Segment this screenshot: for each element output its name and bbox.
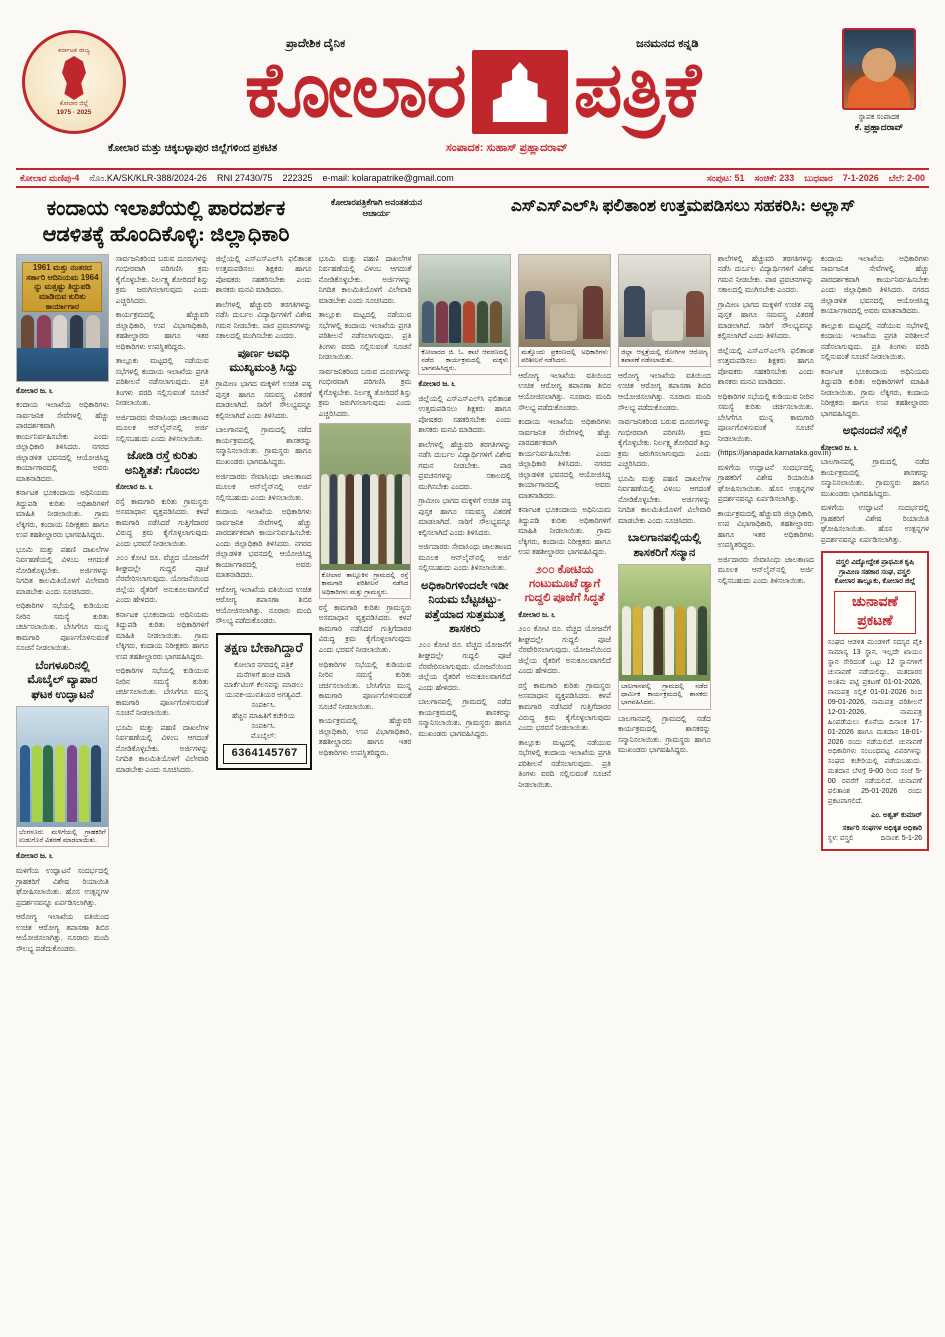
figure [422, 301, 434, 343]
body-paragraph: ರಸ್ತೆ ಕಾಮಗಾರಿ ಕುರಿತು ಗ್ರಾಮಸ್ಥರು ಅಸಮಾಧಾನ ವ್ಯಕ್ತಪಡಿಸಿದರು. ಕಳಪೆ ಕಾಮಗಾರಿ ನಡೆಸಿದರೆ ಗುತ್ತಿಗೆದಾರರ ವಿರುದ್ಧ ಕ್ರಮ ಕೈಗೊಳ್ಳಲಾಗುವುದು ಎಂದು ಭರವಸೆ ನೀಡಲಾಯಿತು. [318, 602, 412, 654]
body-paragraph: ಕರ್ನಾಟಕ ಭೂಕಂದಾಯ ಅಧಿನಿಯಮ ತಿದ್ದುಪಡಿ ಕುರಿತು ಅಧಿಕಾರಿಗಳಿಗೆ ಮಾಹಿತಿ ನೀಡಲಾಯಿತು. ಗ್ರಾಮ ಲೆಕ್ಕಿಗರು, ಕಂದಾಯ ನಿರೀಕ್ಷಕರು ಹಾಗೂ ಉಪ ತಹಶೀಲ್ದಾರರು ಭಾಗವಹಿಸಿದ್ದರು. [115, 609, 209, 661]
issue-number: ಸಂಚಿಕೆ: 233 [754, 172, 795, 183]
body-paragraph: ಆರೋಗ್ಯ ಇಲಾಖೆಯ ವತಿಯಿಂದ ಉಚಿತ ಆರೋಗ್ಯ ತಪಾಸಣಾ ಶಿಬಿರ ಆಯೋಜಿಸಲಾಗಿತ್ತು. ನೂರಾರು ಮಂದಿ ಸೌಲಭ್ಯ ಪಡೆದುಕೊಂಡರು. [16, 912, 109, 953]
photo-store [16, 706, 109, 847]
phone-number: 222325 [282, 173, 313, 183]
column-1 [16, 254, 109, 959]
dateline: ಕೋಲಾರ ಜ. ೬ [418, 379, 456, 389]
body-paragraph: ಕಾರ್ಯಕ್ರಮದಲ್ಲಿ ಹೆಚ್ಚುವರಿ ಜಿಲ್ಲಾಧಿಕಾರಿ, ಉಪ ವಿಭಾಗಾಧಿಕಾರಿ, ತಹಶೀಲ್ದಾರರು ಹಾಗೂ ಇತರ ಅಧಿಕಾರಿಗಳು ಉಪಸ್ಥಿತರಿದ್ದರು. [717, 508, 814, 550]
logo-ring-top-text: ಕರ್ನಾಟಕ ರಾಜ್ಯ [58, 48, 90, 54]
masthead-title-right: ಪತ್ರಿಕೆ [573, 49, 701, 134]
figure [686, 291, 704, 337]
photo-room-caption: ಮತ್ತೊಂದು ಪ್ರಕರಣದಲ್ಲಿ ಅಧಿಕಾರಿಗಳು ಪರಿಶೀಲನೆ ನಡೆಸಿದರು. [519, 347, 610, 366]
figure [354, 474, 362, 565]
masthead-title-left: ಕೋಲಾರ [244, 49, 466, 134]
figure [654, 606, 663, 676]
masthead-emblem-box [472, 50, 568, 134]
photo-group-big-image [320, 424, 411, 570]
body-paragraph: ಬಾಲಗಾನಪಲ್ಲಿ ಗ್ರಾಮದಲ್ಲಿ ನಡೆದ ಕಾರ್ಯಕ್ರಮದಲ್ಲಿ ಶಾಸಕರನ್ನು ಸನ್ಮಾನಿಸಲಾಯಿತು. ಗ್ರಾಮಸ್ಥರು ಹಾಗೂ ಮುಖಂಡರು ಭಾಗವಹಿಸಿದ್ದರು. [820, 457, 930, 498]
figure [37, 315, 51, 348]
column-3 [216, 254, 312, 959]
body-paragraph: ಸಾರ್ವಜನಿಕರಿಂದ ಬರುವ ದೂರುಗಳನ್ನು ಗಂಭೀರವಾಗಿ ಪರಿಗಣಿಸಿ ಕ್ರಮ ಕೈಗೊಳ್ಳಬೇಕು. ನಿರ್ಲಕ್ಷ್ಯ ತೋರಿದರೆ ಶಿಸ್ತು ಕ್ರಮ ಜರುಗಿಸಲಾಗುವುದು ಎಂದು ಎಚ್ಚರಿಸಿದರು. [115, 253, 209, 305]
figure [70, 315, 84, 348]
body-paragraph: ಕಂದಾಯ ಇಲಾಖೆಯ ಅಧಿಕಾರಿಗಳು ಸಾರ್ವಜನಿಕ ಸೇವೆಗಳಲ್ಲಿ ಹೆಚ್ಚು ಪಾರದರ್ಶಕವಾಗಿ ಕಾರ್ಯನಿರ್ವಹಿಸಬೇಕು ಎಂದು ಜಿಲ್ಲಾಧಿಕಾರಿ ತಿಳಿಸಿದರು. ನಗರದ ಜಿಲ್ಲಾಡಳಿತ ಭವನದಲ್ಲಿ ಆಯೋಜಿಸಿದ್ದ ಕಾರ್ಯಾಗಾರದಲ್ಲಿ ಅವರು ಮಾತನಾಡಿದರು. [215, 507, 312, 580]
photo-meeting [16, 254, 109, 382]
body-paragraph: ೨೦೦ ಕೋಟಿ ರೂ. ವೆಚ್ಚದ ಯೋಜನೆಗೆ ಶೀಘ್ರದಲ್ಲೇ ಗುದ್ದಲಿ ಪೂಜೆ ನೆರವೇರಿಸಲಾಗುವುದು. ಯೋಜನೆಯಿಂದ ಜಿಲ್ಲೆಯ ರೈತರಿಗೆ ಅನುಕೂಲವಾಗಲಿದೆ ಎಂದು ಹೇಳಿದರು. [418, 640, 512, 692]
founder-editor-role: ಸ್ಥಾಪಕ ಸಂಪಾದಕ [858, 112, 900, 121]
subhead-store: ಬೆಂಗಳೂರಿನಲ್ಲಿ ಮೊಬೈಲ್ ವ್ಯಾಪಾರ ಘಟಕ ಉದ್ಘಾಟನೆ [27, 659, 98, 701]
lead-headline-block [16, 195, 316, 248]
logo-years: 1975 · 2025 [56, 109, 92, 116]
figure [53, 315, 67, 348]
notice-sign-name: ಎಂ. ಅಶ್ವತ್ ಕುಮಾರ್ [871, 809, 923, 819]
subhead-officials: ಅಧಿಕಾರಿಗಳಿಂದಲೇ ಇಡೀ ನಿಯಮ ಬೆಟ್ಟಚಟ್ಟು-ಪತ್ತೆಯಾದ ಸುತ್ತಮುತ್ತ ಶಾಸಕರು [421, 579, 509, 636]
body-paragraph: ೨೦೦ ಕೋಟಿ ರೂ. ವೆಚ್ಚದ ಯೋಜನೆಗೆ ಶೀಘ್ರದಲ್ಲೇ ಗುದ್ದಲಿ ಪೂಜೆ ನೆರವೇರಿಸಲಾಗುವುದು. ಯೋಜನೆಯಿಂದ ಜಿಲ್ಲೆಯ ರೈತರಿಗೆ ಅನುಕೂಲವಾಗಲಿದೆ ಎಂದು ಹೇಳಿದರು. [115, 553, 209, 605]
cover-price: ಬೆಲೆ: 2-00 [888, 172, 925, 183]
body-paragraph: ಸಾರ್ವಜನಿಕರಿಂದ ಬರುವ ದೂರುಗಳನ್ನು ಗಂಭೀರವಾಗಿ ಪರಿಗಣಿಸಿ ಕ್ರಮ ಕೈಗೊಳ್ಳಬೇಕು. ನಿರ್ಲಕ್ಷ್ಯ ತೋರಿದರೆ ಶಿಸ್ತು ಕ್ರಮ ಜರುಗಿಸಲಾಗುವುದು ಎಂದು ಎಚ್ಚರಿಸಿದರು. [318, 366, 412, 418]
body-paragraph: ಮಳಿಗೆಯ ಉದ್ಘಾಟನೆ ಸಂದರ್ಭದಲ್ಲಿ ಗ್ರಾಹಕರಿಗೆ ವಿಶೇಷ ರಿಯಾಯಿತಿ ಘೋಷಿಸಲಾಯಿತು. ಹೊಸ ಉತ್ಪನ್ನಗಳ ಪ್ರದರ್ಶನವನ್ನೂ ಏರ್ಪಡಿಸಲಾಗಿತ್ತು. [820, 503, 930, 544]
body-paragraph: ಮಳಿಗೆಯ ಉದ್ಘಾಟನೆ ಸಂದರ್ಭದಲ್ಲಿ ಗ್ರಾಹಕರಿಗೆ ವಿಶೇಷ ರಿಯಾಯಿತಿ ಘೋಷಿಸಲಾಯಿತು. ಹೊಸ ಉತ್ಪನ್ನಗಳ ಪ್ರದರ್ಶನವನ್ನೂ ಏರ್ಪಡಿಸಲಾಗಿತ್ತು. [717, 462, 814, 504]
body-paragraph: ಅಧಿಕಾರಿಗಳ ಸಭೆಯಲ್ಲಿ ಕುಡಿಯುವ ನೀರಿನ ಸಮಸ್ಯೆ ಕುರಿತು ಚರ್ಚಿಸಲಾಯಿತು. ಬೇಸಿಗೆಗೂ ಮುನ್ನ ಕಾಮಗಾರಿ ಪೂರ್ಣಗೊಳಿಸುವಂತೆ ಸೂಚನೆ ನೀಡಲಾಯಿತು. [318, 659, 412, 711]
notice-date: ದಿನಾಂಕ: 5-1-26 [880, 835, 923, 843]
dateline: ಕೋಲಾರ ಜ. ೬ [115, 482, 153, 492]
figure [633, 606, 642, 676]
column-5 [418, 254, 511, 959]
figure [665, 606, 674, 676]
temple-gopura-icon [488, 62, 552, 122]
logo-emblem-icon [54, 56, 94, 100]
figure [79, 745, 89, 822]
notice-place: ಸ್ಥಳ: ವಸ್ತ್ರಲಿ [827, 835, 854, 843]
notice-sign-role: ಸರ್ಕಾರಿ ಸಂಘಗಳ ಅಧಿಕೃತ ಅಧಿಕಾರಿ [842, 822, 923, 832]
editor-credit: ಸಂಪಾದಕ: ಸುಹಾಸ್ ಪ್ರಹ್ಲಾದರಾವ್ [446, 142, 568, 154]
body-paragraph: ಜಿಲ್ಲೆಯಲ್ಲಿ ಎಸ್ಎಸ್ಎಲ್‌ಸಿ ಫಲಿತಾಂಶ ಉತ್ತಮಪಡಿಸಲು ಶಿಕ್ಷಕರು ಹಾಗೂ ಪೋಷಕರು ಸಹಕರಿಸಬೇಕು ಎಂದು ಶಾಸಕರು ಮನವಿ ಮಾಡಿದರು. [215, 253, 312, 295]
figure [624, 286, 646, 338]
website-link[interactable]: (https://janapada.karnataka.gov.in) [717, 448, 832, 458]
photo-kids [418, 254, 511, 376]
email-address: e-mail: kolarapatrike@gmail.com [322, 173, 454, 183]
photo-meeting-image [17, 255, 108, 381]
body-paragraph: ಕರ್ನಾಟಕ ಭೂಕಂದಾಯ ಅಧಿನಿಯಮ ತಿದ್ದುಪಡಿ ಕುರಿತು ಅಧಿಕಾರಿಗಳಿಗೆ ಮಾಹಿತಿ ನೀಡಲಾಯಿತು. ಗ್ರಾಮ ಲೆಕ್ಕಿಗರು, ಕಂದಾಯ ನಿರೀಕ್ಷಕರು ಹಾಗೂ ಉಪ ತಹಶೀಲ್ದಾರರು ಭಾಗವಹಿಸಿದ್ದರು. [16, 488, 109, 540]
column-4 [319, 254, 412, 959]
figure [490, 301, 502, 343]
subhead-road: ಜೋಡಿ ರಸ್ತೆ ಕುರಿತು ಅನಿಶ್ಚಿತತೆ: ಗೊಂದಲ [124, 450, 200, 477]
photo-group-big [319, 423, 412, 599]
volume-number: ಸಂಪುಟ: 51 [707, 172, 745, 183]
headline-row [16, 195, 929, 248]
body-paragraph: ೨೦೦ ಕೋಟಿ ರೂ. ವೆಚ್ಚದ ಯೋಜನೆಗೆ ಶೀಘ್ರದಲ್ಲೇ ಗುದ್ದಲಿ ಪೂಜೆ ನೆರವೇರಿಸಲಾಗುವುದು. ಯೋಜನೆಯಿಂದ ಜಿಲ್ಲೆಯ ರೈತರಿಗೆ ಅನುಕೂಲವಾಗಲಿದೆ ಎಂದು ಹೇಳಿದರು. [518, 624, 611, 676]
figure [550, 304, 577, 341]
body-paragraph: ಭೂಮಿ ಮತ್ತು ಪಹಣಿ ದಾಖಲೆಗಳ ನಿರ್ವಹಣೆಯಲ್ಲಿ ವಿಳಂಬ ಆಗದಂತೆ ನೋಡಿಕೊಳ್ಳಬೇಕು. ಅರ್ಜಿಗಳನ್ನು ನಿಗದಿತ ಕಾಲಮಿತಿಯೊಳಗೆ ವಿಲೇವಾರಿ ಮಾಡಬೇಕು ಎಂದು ಸೂಚಿಸಿದರು. [115, 722, 209, 774]
column-7 [618, 254, 711, 959]
figure [43, 745, 53, 822]
photo-meeting-banner-text: 1961 ಮತ್ತು ನಂತರದ ಸರ್ಕಾರಿ ಆದಿನಿಯಮ 1964 ನ್ನು ಮತ್ತಷ್ಟು ತಿದ್ದುಪಡಿ ಮಾಡಿರುವ ಕುರಿತು ಕಾರ್ಯಾಗಾರ [22, 262, 102, 312]
figure [525, 291, 545, 339]
body-paragraph: ಕಾರ್ಯಕ್ರಮದಲ್ಲಿ ಹೆಚ್ಚುವರಿ ಜಿಲ್ಲಾಧಿಕಾರಿ, ಉಪ ವಿಭಾಗಾಧಿಕಾರಿ, ತಹಶೀಲ್ದಾರರು ಹಾಗೂ ಇತರ ಅಧಿಕಾರಿಗಳು ಉಪಸ್ಥಿತರಿದ್ದರು. [115, 310, 209, 351]
dateline: ಕೋಲಾರ ಜ. ೬ [518, 609, 556, 619]
subhead-felicitation: ಬಾಲಗಾನಪಲ್ಲಿಯಲ್ಲಿ ಶಾಸಕರಿಗೆ ಸನ್ಮಾನ [627, 532, 701, 559]
body-paragraph: ಕಂದಾಯ ಇಲಾಖೆಯ ಅಧಿಕಾರಿಗಳು ಸಾರ್ವಜನಿಕ ಸೇವೆಗಳಲ್ಲಿ ಹೆಚ್ಚು ಪಾರದರ್ಶಕವಾಗಿ ಕಾರ್ಯನಿರ್ವಹಿಸಬೇಕು ಎಂದು ಜಿಲ್ಲಾಧಿಕಾರಿ ತಿಳಿಸಿದರು. ನಗರದ ಜಿಲ್ಲಾಡಳಿತ ಭವನದಲ್ಲಿ ಆಯೋಜಿಸಿದ್ದ ಕಾರ್ಯಾಗಾರದಲ್ಲಿ ಅವರು ಮಾತನಾಡಿದರು. [820, 253, 930, 316]
figure [387, 474, 395, 565]
lead-headline: ಕಂದಾಯ ಇಲಾಖೆಯಲ್ಲಿ ಪಾರದರ್ಶಕ ಆಡಳಿತಕ್ಕೆ ಹೊಂದಿಕೊಳ್ಳಿ: ಜಿಲ್ಲಾಧಿಕಾರಿ [42, 196, 290, 247]
notice-header-line1: ವಸ್ತ್ರಲಿ ವಿದ್ಯೋದ್ದೇಶ ಪ್ರಾಥಮಿಕ ಕೃಷಿ [835, 559, 914, 567]
figure [449, 301, 461, 343]
photo-hospital [618, 254, 711, 367]
dateline: ಕೋಲಾರ ಜ. ೬ [16, 385, 54, 395]
ad-wanted-title: ತಕ್ಷಣ ಬೇಕಾಗಿದ್ದಾರೆ [224, 639, 303, 655]
rni-number: RNI 27430/75 [216, 173, 273, 183]
photo-store-image [17, 707, 108, 827]
body-paragraph: ಗ್ರಾಮೀಣ ಭಾಗದ ಮಕ್ಕಳಿಗೆ ಉಚಿತ ಪಠ್ಯ ಪುಸ್ತಕ ಹಾಗೂ ಸಮವಸ್ತ್ರ ವಿತರಣೆ ಮಾಡಲಾಗಿದೆ. ಸಾರಿಗೆ ಸೌಲಭ್ಯವನ್ನೂ ಕಲ್ಪಿಸಲಾಗಿದೆ ಎಂದು ತಿಳಿಸಿದರು. [215, 379, 312, 420]
figure [21, 315, 35, 348]
photo-temple-image [619, 565, 710, 681]
weekday: ಬುಧವಾರ [804, 172, 833, 183]
secondary-headline-block [437, 195, 929, 248]
body-paragraph: ಆರೋಗ್ಯ ಇಲಾಖೆಯ ವತಿಯಿಂದ ಉಚಿತ ಆರೋಗ್ಯ ತಪಾಸಣಾ ಶಿಬಿರ ಆಯೋಜಿಸಲಾಗಿತ್ತು. ನೂರಾರು ಮಂದಿ ಸೌಲಭ್ಯ ಪಡೆದುಕೊಂಡರು. [617, 370, 711, 412]
body-paragraph: ಅರ್ಜಿದಾರರು ಸೇವಾಸಿಂಧು ಜಾಲತಾಣದ ಮೂಲಕ ಆನ್‌ಲೈನ್‌ನಲ್ಲಿ ಅರ್ಜಿ ಸಲ್ಲಿಸಬಹುದು ಎಂದು ತಿಳಿಸಲಾಯಿತು. [115, 412, 209, 443]
subhead-congrats: ಅಭಿನಂದನೆ ಸಲ್ಲಿಕೆ [842, 425, 908, 438]
figure [698, 606, 707, 676]
election-notice-ad [821, 551, 929, 851]
secondary-headline: ಎಸ್ಎಸ್ಎಲ್‌ಸಿ ಫಲಿತಾಂಶ ಉತ್ತಮಪಡಿಸಲು ಸಹಕರಿಸಿ: ಅಲ್ಲಾಸ್ [510, 196, 856, 215]
column-2 [116, 254, 209, 959]
photo-hospital-image [619, 255, 710, 347]
body-paragraph: ಕರ್ನಾಟಕ ಭೂಕಂದಾಯ ಅಧಿನಿಯಮ ತಿದ್ದುಪಡಿ ಕುರಿತು ಅಧಿಕಾರಿಗಳಿಗೆ ಮಾಹಿತಿ ನೀಡಲಾಯಿತು. ಗ್ರಾಮ ಲೆಕ್ಕಿಗರು, ಕಂದಾಯ ನಿರೀಕ್ಷಕರು ಹಾಗೂ ಉಪ ತಹಶೀಲ್ದಾರರು ಭಾಗವಹಿಸಿದ್ದರು. [518, 505, 611, 557]
photo-kids-caption: ಕೋಲಾರದ ಜಿ. ಓ. ಶಾಲೆ ಆವರಣದಲ್ಲಿ ನಡೆದ ಕಾರ್ಯಕ್ರಮದಲ್ಲಿ ಮಕ್ಕಳು ಭಾಗವಹಿಸಿದ್ದರು. [419, 347, 510, 375]
ad-wanted-phone-label: ಮೊಬೈಲ್: [251, 730, 277, 740]
body-paragraph: ಕರ್ನಾಟಕ ಭೂಕಂದಾಯ ಅಧಿನಿಯಮ ತಿದ್ದುಪಡಿ ಕುರಿತು ಅಧಿಕಾರಿಗಳಿಗೆ ಮಾಹಿತಿ ನೀಡಲಾಯಿತು. ಗ್ರಾಮ ಲೆಕ್ಕಿಗರು, ಕಂದಾಯ ನಿರೀಕ್ಷಕರು ಹಾಗೂ ಉಪ ತಹಶೀಲ್ದಾರರು ಭಾಗವಹಿಸಿದ್ದರು. [820, 366, 930, 418]
ad-wanted-line2: ಯುವಕ-ಯುವತಿಯರ ಅಗತ್ಯವಿದೆ. ಸಂಪರ್ಕಿಸಿ. [225, 690, 303, 710]
figure [370, 474, 378, 565]
ad-wanted-phone-wrap [223, 731, 305, 764]
notice-body: ಸಂಘದ ಆಡಳಿತ ಮಂಡಳಿಗೆ ಸದಸ್ಯರ ಪೈಕಿ ಸಾಮಾನ್ಯ 13 ಸ್ಥಾನ, ಇಲ್ಲದೇ ಖಾಯಂ ಸ್ಥಾನ ಸೇರಿದಂತೆ ಒಟ್ಟು 12 ಸ್ಥಾನಗಳಿಗೆ ಚುನಾವಣೆ ನಡೆಯಲಿದ್ದು, ಮತದಾರರ ಅಂತಿಮ ಪಟ್ಟಿ ಪ್ರಕಟಣೆ 01-01-2026, ನಾಮಪತ್ರ ಸಲ್ಲಿಕೆ 01-01-2026 ರಿಂದ 09-01-2026, ನಾಮಪತ್ರ ಪರಿಶೀಲನೆ 12-01-2026, ನಾಮಪತ್ರ ಹಿಂಪಡೆಯಲು ಕೊನೆಯ ದಿನಾಂಕ 17-01-2026 ಹಾಗೂ ಮತದಾನ 18-01-2026 ರಂದು ನಡೆಯಲಿದೆ. ಚುನಾವಣೆ ಅಧಿಕಾರಿಗಳು ಸಂಬಂಧಪಟ್ಟ ವಿವರಗಳನ್ನು ಸಂಘದ ಕಚೇರಿಯಲ್ಲಿ ಪಡೆಯಬಹುದು. ಮತದಾನ ಬೆಳಗ್ಗೆ 9-00 ರಿಂದ ಸಂಜೆ 5-00 ರವರೆಗೆ ನಡೆಯಲಿದೆ. ಚುನಾವಣೆ ಫಲಿತಾಂಶ 25-01-2026 ರಂದು ಪ್ರಕಟವಾಗಲಿದೆ. [827, 638, 923, 806]
figure [643, 606, 652, 676]
body-paragraph: ತಾಲ್ಲೂಕು ಮಟ್ಟದಲ್ಲಿ ನಡೆಯುವ ಸಭೆಗಳಲ್ಲಿ ಕಂದಾಯ ಇಲಾಖೆಯ ಪ್ರಗತಿ ಪರಿಶೀಲನೆ ನಡೆಸಲಾಗುವುದು. ಪ್ರತಿ ತಿಂಗಳು ವರದಿ ಸಲ್ಲಿಸುವಂತೆ ಸೂಚನೆ ನೀಡಲಾಯಿತು. [318, 310, 412, 362]
ad-wanted-line1: ಕೋಲಾರ ನಗರದಲ್ಲಿ ಪತ್ರಿಕೆ ಮನೆಗಳಿಗೆ ಹಂಚಿ ಮಾಡಿ ಮಾರ್ಕೆಟಿಂಗ್ ಕೆಲಸವನ್ನು ಮಾಡಲು [223, 660, 304, 690]
photo-store-caption: ಬೆಂಗಳೂರು ಮಳಿಗೆಯಲ್ಲಿ ಗ್ರಾಹಕರಿಗೆ ಉಡುಗೊರೆ ವಿತರಣೆ ಮಾಡಲಾಯಿತು. [17, 827, 108, 846]
figure [676, 606, 685, 676]
body-paragraph: ಭೂಮಿ ಮತ್ತು ಪಹಣಿ ದಾಖಲೆಗಳ ನಿರ್ವಹಣೆಯಲ್ಲಿ ವಿಳಂಬ ಆಗದಂತೆ ನೋಡಿಕೊಳ್ಳಬೇಕು. ಅರ್ಜಿಗಳನ್ನು ನಿಗದಿತ ಕಾಲಮಿತಿಯೊಳಗೆ ವಿಲೇವಾರಿ ಮಾಡಬೇಕು ಎಂದು ಸೂಚಿಸಿದರು. [617, 473, 711, 525]
body-paragraph: ಅರ್ಜಿದಾರರು ಸೇವಾಸಿಂಧು ಜಾಲತಾಣದ ಮೂಲಕ ಆನ್‌ಲೈನ್‌ನಲ್ಲಿ ಅರ್ಜಿ ಸಲ್ಲಿಸಬಹುದು ಎಂದು ತಿಳಿಸಲಾಯಿತು. [717, 554, 814, 585]
notice-title: ಚುನಾವಣೆ ಪ್ರಕಟಣೆ [834, 591, 916, 635]
masthead-title [134, 50, 811, 134]
notice-header-line3: ಕೋಲಾರ ತಾಲ್ಲೂಕು, ಕೋಲಾರ ಜಿಲ್ಲೆ [834, 578, 916, 586]
figure [330, 474, 338, 565]
figure [338, 474, 346, 565]
body-paragraph: ಅಧಿಕಾರಿಗಳ ಸಭೆಯಲ್ಲಿ ಕುಡಿಯುವ ನೀರಿನ ಸಮಸ್ಯೆ ಕುರಿತು ಚರ್ಚಿಸಲಾಯಿತು. ಬೇಸಿಗೆಗೂ ಮುನ್ನ ಕಾಮಗಾರಿ ಪೂರ್ಣಗೊಳಿಸುವಂತೆ ಸೂಚನೆ ನೀಡಲಾಯಿತು. [16, 601, 109, 653]
dateline: ಕೋಲಾರ ಜ. ೬ [820, 442, 858, 452]
body-paragraph: ಕಂದಾಯ ಇಲಾಖೆಯ ಅಧಿಕಾರಿಗಳು ಸಾರ್ವಜನಿಕ ಸೇವೆಗಳಲ್ಲಿ ಹೆಚ್ಚು ಪಾರದರ್ಶಕವಾಗಿ ಕಾರ್ಯನಿರ್ವಹಿಸಬೇಕು ಎಂದು ಜಿಲ್ಲಾಧಿಕಾರಿ ತಿಳಿಸಿದರು. ನಗರದ ಜಿಲ್ಲಾಡಳಿತ ಭವನದಲ್ಲಿ ಆಯೋಜಿಸಿದ್ದ ಕಾರ್ಯಾಗಾರದಲ್ಲಿ ಅವರು ಮಾತನಾಡಿದರು. [518, 417, 611, 500]
dateline: ಕೋಲಾರ ಜ. ೬ [16, 851, 54, 861]
body-paragraph: ಶಾಲೆಗಳಲ್ಲಿ ಹೆಚ್ಚುವರಿ ತರಗತಿಗಳನ್ನು ನಡೆಸಿ ದುರ್ಬಲ ವಿದ್ಯಾರ್ಥಿಗಳಿಗೆ ವಿಶೇಷ ಗಮನ ನೀಡಬೇಕು. ಪಾಠ ಪ್ರವಚನಗಳನ್ನು ಸಕಾಲದಲ್ಲಿ ಮುಗಿಸಬೇಕು ಎಂದರು. [215, 299, 312, 341]
article-grid [16, 254, 929, 959]
edition-label: ಕೋಲಾರ ಮಣಿಪು-4 [20, 172, 80, 183]
body-paragraph: ಜಿಲ್ಲೆಯಲ್ಲಿ ಎಸ್ಎಸ್ಎಲ್‌ಸಿ ಫಲಿತಾಂಶ ಉತ್ತಮಪಡಿಸಲು ಶಿಕ್ಷಕರು ಹಾಗೂ ಪೋಷಕರು ಸಹಕರಿಸಬೇಕು ಎಂದು ಶಾಸಕರು ಮನವಿ ಮಾಡಿದರು. [418, 393, 512, 435]
body-paragraph: ಗ್ರಾಮೀಣ ಭಾಗದ ಮಕ್ಕಳಿಗೆ ಉಚಿತ ಪಠ್ಯ ಪುಸ್ತಕ ಹಾಗೂ ಸಮವಸ್ತ್ರ ವಿತರಣೆ ಮಾಡಲಾಗಿದೆ. ಸಾರಿಗೆ ಸೌಲಭ್ಯವನ್ನೂ ಕಲ್ಪಿಸಲಾಗಿದೆ ಎಂದು ತಿಳಿಸಿದರು. [717, 299, 814, 341]
logo-ring-bottom-text: ಕೋಲಾರ ಜಿಲ್ಲೆ [59, 101, 89, 107]
notice-footer [828, 834, 922, 844]
issue-info-bar [16, 168, 929, 188]
ad-wanted [216, 633, 312, 770]
body-paragraph: ತಾಲ್ಲೂಕು ಮಟ್ಟದಲ್ಲಿ ನಡೆಯುವ ಸಭೆಗಳಲ್ಲಿ ಕಂದಾಯ ಇಲಾಖೆಯ ಪ್ರಗತಿ ಪರಿಶೀಲನೆ ನಡೆಸಲಾಗುವುದು. ಪ್ರತಿ ತಿಂಗಳು ವರದಿ ಸಲ್ಲಿಸುವಂತೆ ಸೂಚನೆ ನೀಡಲಾಯಿತು. [518, 737, 611, 789]
figure [86, 315, 100, 348]
body-paragraph: ಅರ್ಜಿದಾರರು ಸೇವಾಸಿಂಧು ಜಾಲತಾಣದ ಮೂಲಕ ಆನ್‌ಲೈನ್‌ನಲ್ಲಿ ಅರ್ಜಿ ಸಲ್ಲಿಸಬಹುದು ಎಂದು ತಿಳಿಸಲಾಯಿತು. [418, 542, 512, 573]
body-paragraph: ಬಾಲಗಾನಪಲ್ಲಿ ಗ್ರಾಮದಲ್ಲಿ ನಡೆದ ಕಾರ್ಯಕ್ರಮದಲ್ಲಿ ಶಾಸಕರನ್ನು ಸನ್ಮಾನಿಸಲಾಯಿತು. ಗ್ರಾಮಸ್ಥರು ಹಾಗೂ ಮುಖಂಡರು ಭಾಗವಹಿಸಿದ್ದರು. [418, 697, 512, 738]
ad-wanted-phone[interactable]: 6364145767 [223, 744, 307, 764]
body-paragraph: ಶಾಲೆಗಳಲ್ಲಿ ಹೆಚ್ಚುವರಿ ತರಗತಿಗಳನ್ನು ನಡೆಸಿ ದುರ್ಬಲ ವಿದ್ಯಾರ್ಥಿಗಳಿಗೆ ವಿಶೇಷ ಗಮನ ನೀಡಬೇಕು. ಪಾಠ ಪ್ರವಚನಗಳನ್ನು ಸಕಾಲದಲ್ಲಿ ಮುಗಿಸಬೇಕು ಎಂದರು. [717, 253, 814, 295]
photo-room [518, 254, 611, 367]
figure [402, 474, 410, 565]
figure [379, 474, 387, 565]
figure [477, 301, 489, 343]
table-prop [17, 348, 108, 381]
body-paragraph: ಭೂಮಿ ಮತ್ತು ಪಹಣಿ ದಾಖಲೆಗಳ ನಿರ್ವಹಣೆಯಲ್ಲಿ ವಿಳಂಬ ಆಗದಂತೆ ನೋಡಿಕೊಳ್ಳಬೇಕು. ಅರ್ಜಿಗಳನ್ನು ನಿಗದಿತ ಕಾಲಮಿತಿಯೊಳಗೆ ವಿಲೇವಾರಿ ಮಾಡಬೇಕು ಎಂದು ಸೂಚಿಸಿದರು. [16, 544, 109, 596]
figure [362, 474, 370, 565]
tagline-right: ಜನಮನದ ಕನ್ನಡಿ [636, 38, 699, 50]
body-paragraph: ಶಾಲೆಗಳಲ್ಲಿ ಹೆಚ್ಚುವರಿ ತರಗತಿಗಳನ್ನು ನಡೆಸಿ ದುರ್ಬಲ ವಿದ್ಯಾರ್ಥಿಗಳಿಗೆ ವಿಶೇಷ ಗಮನ ನೀಡಬೇಕು. ಪಾಠ ಪ್ರವಚನಗಳನ್ನು ಸಕಾಲದಲ್ಲಿ ಮುಗಿಸಬೇಕು ಎಂದರು. [418, 439, 512, 491]
photo-temple [618, 564, 711, 710]
body-paragraph: ಗ್ರಾಮೀಣ ಭಾಗದ ಮಕ್ಕಳಿಗೆ ಉಚಿತ ಪಠ್ಯ ಪುಸ್ತಕ ಹಾಗೂ ಸಮವಸ್ತ್ರ ವಿತರಣೆ ಮಾಡಲಾಗಿದೆ. ಸಾರಿಗೆ ಸೌಲಭ್ಯವನ್ನೂ ಕಲ್ಪಿಸಲಾಗಿದೆ ಎಂದು ತಿಳಿಸಿದರು. [418, 496, 512, 537]
subhead-dam: ೨೦೦ ಕೋಟಿಯ ಗಂಟುಮೂಟೆ ಡ್ಯಾಗೆ ಗುದ್ದಲಿ ಪೂಜೆಗೆ ಸಿದ್ಧತೆ [524, 563, 605, 605]
figure [20, 745, 30, 822]
body-paragraph: ಆರೋಗ್ಯ ಇಲಾಖೆಯ ವತಿಯಿಂದ ಉಚಿತ ಆರೋಗ್ಯ ತಪಾಸಣಾ ಶಿಬಿರ ಆಯೋಜಿಸಲಾಗಿತ್ತು. ನೂರಾರು ಮಂದಿ ಸೌಲಭ್ಯ ಪಡೆದುಕೊಂಡರು. [215, 584, 312, 626]
figure [463, 301, 475, 343]
figure [346, 474, 354, 565]
figure [67, 745, 77, 822]
body-paragraph: ತಾಲ್ಲೂಕು ಮಟ್ಟದಲ್ಲಿ ನಡೆಯುವ ಸಭೆಗಳಲ್ಲಿ ಕಂದಾಯ ಇಲಾಖೆಯ ಪ್ರಗತಿ ಪರಿಶೀಲನೆ ನಡೆಸಲಾಗುವುದು. ಪ್ರತಿ ತಿಂಗಳು ವರದಿ ಸಲ್ಲಿಸುವಂತೆ ಸೂಚನೆ ನೀಡಲಾಯಿತು. [115, 356, 209, 408]
body-paragraph: ಮಳಿಗೆಯ ಉದ್ಘಾಟನೆ ಸಂದರ್ಭದಲ್ಲಿ ಗ್ರಾಹಕರಿಗೆ ವಿಶೇಷ ರಿಯಾಯಿತಿ ಘೋಷಿಸಲಾಯಿತು. ಹೊಸ ಉತ್ಪನ್ನಗಳ ಪ್ರದರ್ಶನವನ್ನೂ ಏರ್ಪಡಿಸಲಾಗಿತ್ತು. [16, 865, 109, 907]
byline-kicker: ಕೋಲಾರಪತ್ರಿಕೆಗಾಗಿ ಅನಂತಶಯನ ಆಚಾರ್ಯ [330, 197, 423, 218]
newspaper-logo [22, 30, 126, 134]
photo-room-image [519, 255, 610, 347]
founder-editor-name: ಕೆ. ಪ್ರಹ್ಲಾದರಾವ್ [854, 122, 904, 132]
figure [321, 474, 329, 565]
subhead-cm: ಪೂರ್ಣ ಅವಧಿ ಮುಖ್ಯಮಂತ್ರಿ ಸಿದ್ದು [229, 347, 298, 374]
body-paragraph: ರಸ್ತೆ ಕಾಮಗಾರಿ ಕುರಿತು ಗ್ರಾಮಸ್ಥರು ಅಸಮಾಧಾನ ವ್ಯಕ್ತಪಡಿಸಿದರು. ಕಳಪೆ ಕಾಮಗಾರಿ ನಡೆಸಿದರೆ ಗುತ್ತಿಗೆದಾರರ ವಿರುದ್ಧ ಕ್ರಮ ಕೈಗೊಳ್ಳಲಾಗುವುದು ಎಂದು ಭರವಸೆ ನೀಡಲಾಯಿತು. [115, 496, 209, 548]
body-paragraph: ಸಾರ್ವಜನಿಕರಿಂದ ಬರುವ ದೂರುಗಳನ್ನು ಗಂಭೀರವಾಗಿ ಪರಿಗಣಿಸಿ ಕ್ರಮ ಕೈಗೊಳ್ಳಬೇಕು. ನಿರ್ಲಕ್ಷ್ಯ ತೋರಿದರೆ ಶಿಸ್ತು ಕ್ರಮ ಜರುಗಿಸಲಾಗುವುದು ಎಂದು ಎಚ್ಚರಿಸಿದರು. [617, 417, 711, 469]
body-paragraph: ಆರೋಗ್ಯ ಇಲಾಖೆಯ ವತಿಯಿಂದ ಉಚಿತ ಆರೋಗ್ಯ ತಪಾಸಣಾ ಶಿಬಿರ ಆಯೋಜಿಸಲಾಗಿತ್ತು. ನೂರಾರು ಮಂದಿ ಸೌಲಭ್ಯ ಪಡೆದುಕೊಂಡರು. [518, 370, 611, 412]
column-9 [821, 254, 929, 959]
ad-wanted-line3: ಹೆಚ್ಚಿನ ಮಾಹಿತಿಗೆ ಕಚೇರಿಯ ಸಂಪರ್ಕಿಸಿ. [232, 710, 296, 730]
body-paragraph: ತಾಲ್ಲೂಕು ಮಟ್ಟದಲ್ಲಿ ನಡೆಯುವ ಸಭೆಗಳಲ್ಲಿ ಕಂದಾಯ ಇಲಾಖೆಯ ಪ್ರಗತಿ ಪರಿಶೀಲನೆ ನಡೆಸಲಾಗುವುದು. ಪ್ರತಿ ತಿಂಗಳು ವರದಿ ಸಲ್ಲಿಸುವಂತೆ ಸೂಚನೆ ನೀಡಲಾಯಿತು. [820, 320, 930, 362]
body-paragraph: ಕಂದಾಯ ಇಲಾಖೆಯ ಅಧಿಕಾರಿಗಳು ಸಾರ್ವಜನಿಕ ಸೇವೆಗಳಲ್ಲಿ ಹೆಚ್ಚು ಪಾರದರ್ಶಕವಾಗಿ ಕಾರ್ಯನಿರ್ವಹಿಸಬೇಕು ಎಂದು ಜಿಲ್ಲಾಧಿಕಾರಿ ತಿಳಿಸಿದರು. ನಗರದ ಜಿಲ್ಲಾಡಳಿತ ಭವನದಲ್ಲಿ ಆಯೋಜಿಸಿದ್ದ ಕಾರ್ಯಾಗಾರದಲ್ಲಿ ಅವರು ಮಾತನಾಡಿದರು. [16, 400, 109, 483]
issue-date: 7-1-2026 [842, 173, 879, 183]
publication-scope: ಕೋಲಾರ ಮತ್ತು ಚಿಕ್ಕಬಳ್ಳಾಪುರ ಜಿಲ್ಲೆಗಳಿಂದ ಪ್ರಕಟಿತ [108, 142, 278, 154]
column-8 [717, 253, 832, 959]
registration-number: ನೊಂ.KA/SK/KLR-388/2024-26 [89, 172, 207, 183]
body-paragraph: ರಸ್ತೆ ಕಾಮಗಾರಿ ಕುರಿತು ಗ್ರಾಮಸ್ಥರು ಅಸಮಾಧಾನ ವ್ಯಕ್ತಪಡಿಸಿದರು. ಕಳಪೆ ಕಾಮಗಾರಿ ನಡೆಸಿದರೆ ಗುತ್ತಿಗೆದಾರರ ವಿರುದ್ಧ ಕ್ರಮ ಕೈಗೊಳ್ಳಲಾಗುವುದು ಎಂದು ಭರವಸೆ ನೀಡಲಾಯಿತು. [518, 680, 611, 733]
body-paragraph: ಭೂಮಿ ಮತ್ತು ಪಹಣಿ ದಾಖಲೆಗಳ ನಿರ್ವಹಣೆಯಲ್ಲಿ ವಿಳಂಬ ಆಗದಂತೆ ನೋಡಿಕೊಳ್ಳಬೇಕು. ಅರ್ಜಿಗಳನ್ನು ನಿಗದಿತ ಕಾಲಮಿತಿಯೊಳಗೆ ವಿಲೇವಾರಿ ಮಾಡಬೇಕು ಎಂದು ಸೂಚಿಸಿದರು. [318, 253, 412, 305]
masthead [16, 14, 929, 166]
figure [583, 286, 603, 339]
photo-temple-caption: ಬಾಲಗಾನಪಲ್ಲಿ ಗ್ರಾಮದಲ್ಲಿ ನಡೆದ ಧಾರ್ಮಿಕ ಕಾರ್ಯಕ್ರಮದಲ್ಲಿ ಶಾಸಕರು ಭಾಗವಹಿಸಿದರು. [619, 681, 710, 709]
body-paragraph: ಅರ್ಜಿದಾರರು ಸೇವಾಸಿಂಧು ಜಾಲತಾಣದ ಮೂಲಕ ಆನ್‌ಲೈನ್‌ನಲ್ಲಿ ಅರ್ಜಿ ಸಲ್ಲಿಸಬಹುದು ಎಂದು ತಿಳಿಸಲಾಯಿತು. [215, 471, 312, 502]
founder-editor-portrait [839, 28, 919, 133]
figure [55, 745, 65, 822]
photo-kids-image [419, 255, 510, 347]
tagline-left: ಪ್ರಾದೇಶಿಕ ದೈನಿಕ [286, 38, 346, 50]
portrait-image [842, 28, 916, 110]
figure [687, 606, 696, 676]
body-paragraph: ಜಿಲ್ಲೆಯಲ್ಲಿ ಎಸ್ಎಸ್ಎಲ್‌ಸಿ ಫಲಿತಾಂಶ ಉತ್ತಮಪಡಿಸಲು ಶಿಕ್ಷಕರು ಹಾಗೂ ಪೋಷಕರು ಸಹಕರಿಸಬೇಕು ಎಂದು ಶಾಸಕರು ಮನವಿ ಮಾಡಿದರು. [717, 345, 814, 387]
figure [652, 310, 683, 341]
body-paragraph: ಬಾಲಗಾನಪಲ್ಲಿ ಗ್ರಾಮದಲ್ಲಿ ನಡೆದ ಕಾರ್ಯಕ್ರಮದಲ್ಲಿ ಶಾಸಕರನ್ನು ಸನ್ಮಾನಿಸಲಾಯಿತು. ಗ್ರಾಮಸ್ಥರು ಹಾಗೂ ಮುಖಂಡರು ಭಾಗವಹಿಸಿದ್ದರು. [215, 425, 312, 466]
body-paragraph: ಅಧಿಕಾರಿಗಳ ಸಭೆಯಲ್ಲಿ ಕುಡಿಯುವ ನೀರಿನ ಸಮಸ್ಯೆ ಕುರಿತು ಚರ್ಚಿಸಲಾಯಿತು. ಬೇಸಿಗೆಗೂ ಮುನ್ನ ಕಾಮಗಾರಿ ಪೂರ್ಣಗೊಳಿಸುವಂತೆ ಸೂಚನೆ ನೀಡಲಾಯಿತು. [717, 391, 814, 443]
notice-header-line2: ಗ್ರಾಮೀಣ ಸಹಕಾರ ಸಂಘ, ವಸ್ತ್ರಲಿ [839, 568, 911, 576]
byline-kicker-block [324, 195, 429, 248]
figure [622, 606, 631, 676]
column-6 [518, 254, 611, 959]
figure [91, 745, 101, 822]
figure [32, 745, 42, 822]
figure [436, 301, 448, 343]
body-paragraph: ಕಾರ್ಯಕ್ರಮದಲ್ಲಿ ಹೆಚ್ಚುವರಿ ಜಿಲ್ಲಾಧಿಕಾರಿ, ಉಪ ವಿಭಾಗಾಧಿಕಾರಿ, ತಹಶೀಲ್ದಾರರು ಹಾಗೂ ಇತರ ಅಧಿಕಾರಿಗಳು ಉಪಸ್ಥಿತರಿದ್ದರು. [318, 716, 412, 757]
photo-hospital-caption: ಜಿಲ್ಲಾ ಆಸ್ಪತ್ರೆಯಲ್ಲಿ ರೋಗಿಗಳ ಆರೋಗ್ಯ ತಪಾಸಣೆ ನಡೆಸಲಾಯಿತು. [619, 347, 710, 366]
body-paragraph: ಅಧಿಕಾರಿಗಳ ಸಭೆಯಲ್ಲಿ ಕುಡಿಯುವ ನೀರಿನ ಸಮಸ್ಯೆ ಕುರಿತು ಚರ್ಚಿಸಲಾಯಿತು. ಬೇಸಿಗೆಗೂ ಮುನ್ನ ಕಾಮಗಾರಿ ಪೂರ್ಣಗೊಳಿಸುವಂತೆ ಸೂಚನೆ ನೀಡಲಾಯಿತು. [115, 666, 209, 718]
body-paragraph: ಬಾಲಗಾನಪಲ್ಲಿ ಗ್ರಾಮದಲ್ಲಿ ನಡೆದ ಕಾರ್ಯಕ್ರಮದಲ್ಲಿ ಶಾಸಕರನ್ನು ಸನ್ಮಾನಿಸಲಾಯಿತು. ಗ್ರಾಮಸ್ಥರು ಹಾಗೂ ಮುಖಂಡರು ಭಾಗವಹಿಸಿದ್ದರು. [617, 713, 711, 755]
photo-group-big-caption: ಕೋಲಾರ ತಾಲ್ಲೂಕಿನ ಗ್ರಾಮದಲ್ಲಿ ರಸ್ತೆ ಕಾಮಗಾರಿ ಪರಿಶೀಲನೆ ನಡೆಸಿದ ಅಧಿಕಾರಿಗಳು ಮತ್ತು ಗ್ರಾಮಸ್ಥರು. [320, 570, 411, 598]
